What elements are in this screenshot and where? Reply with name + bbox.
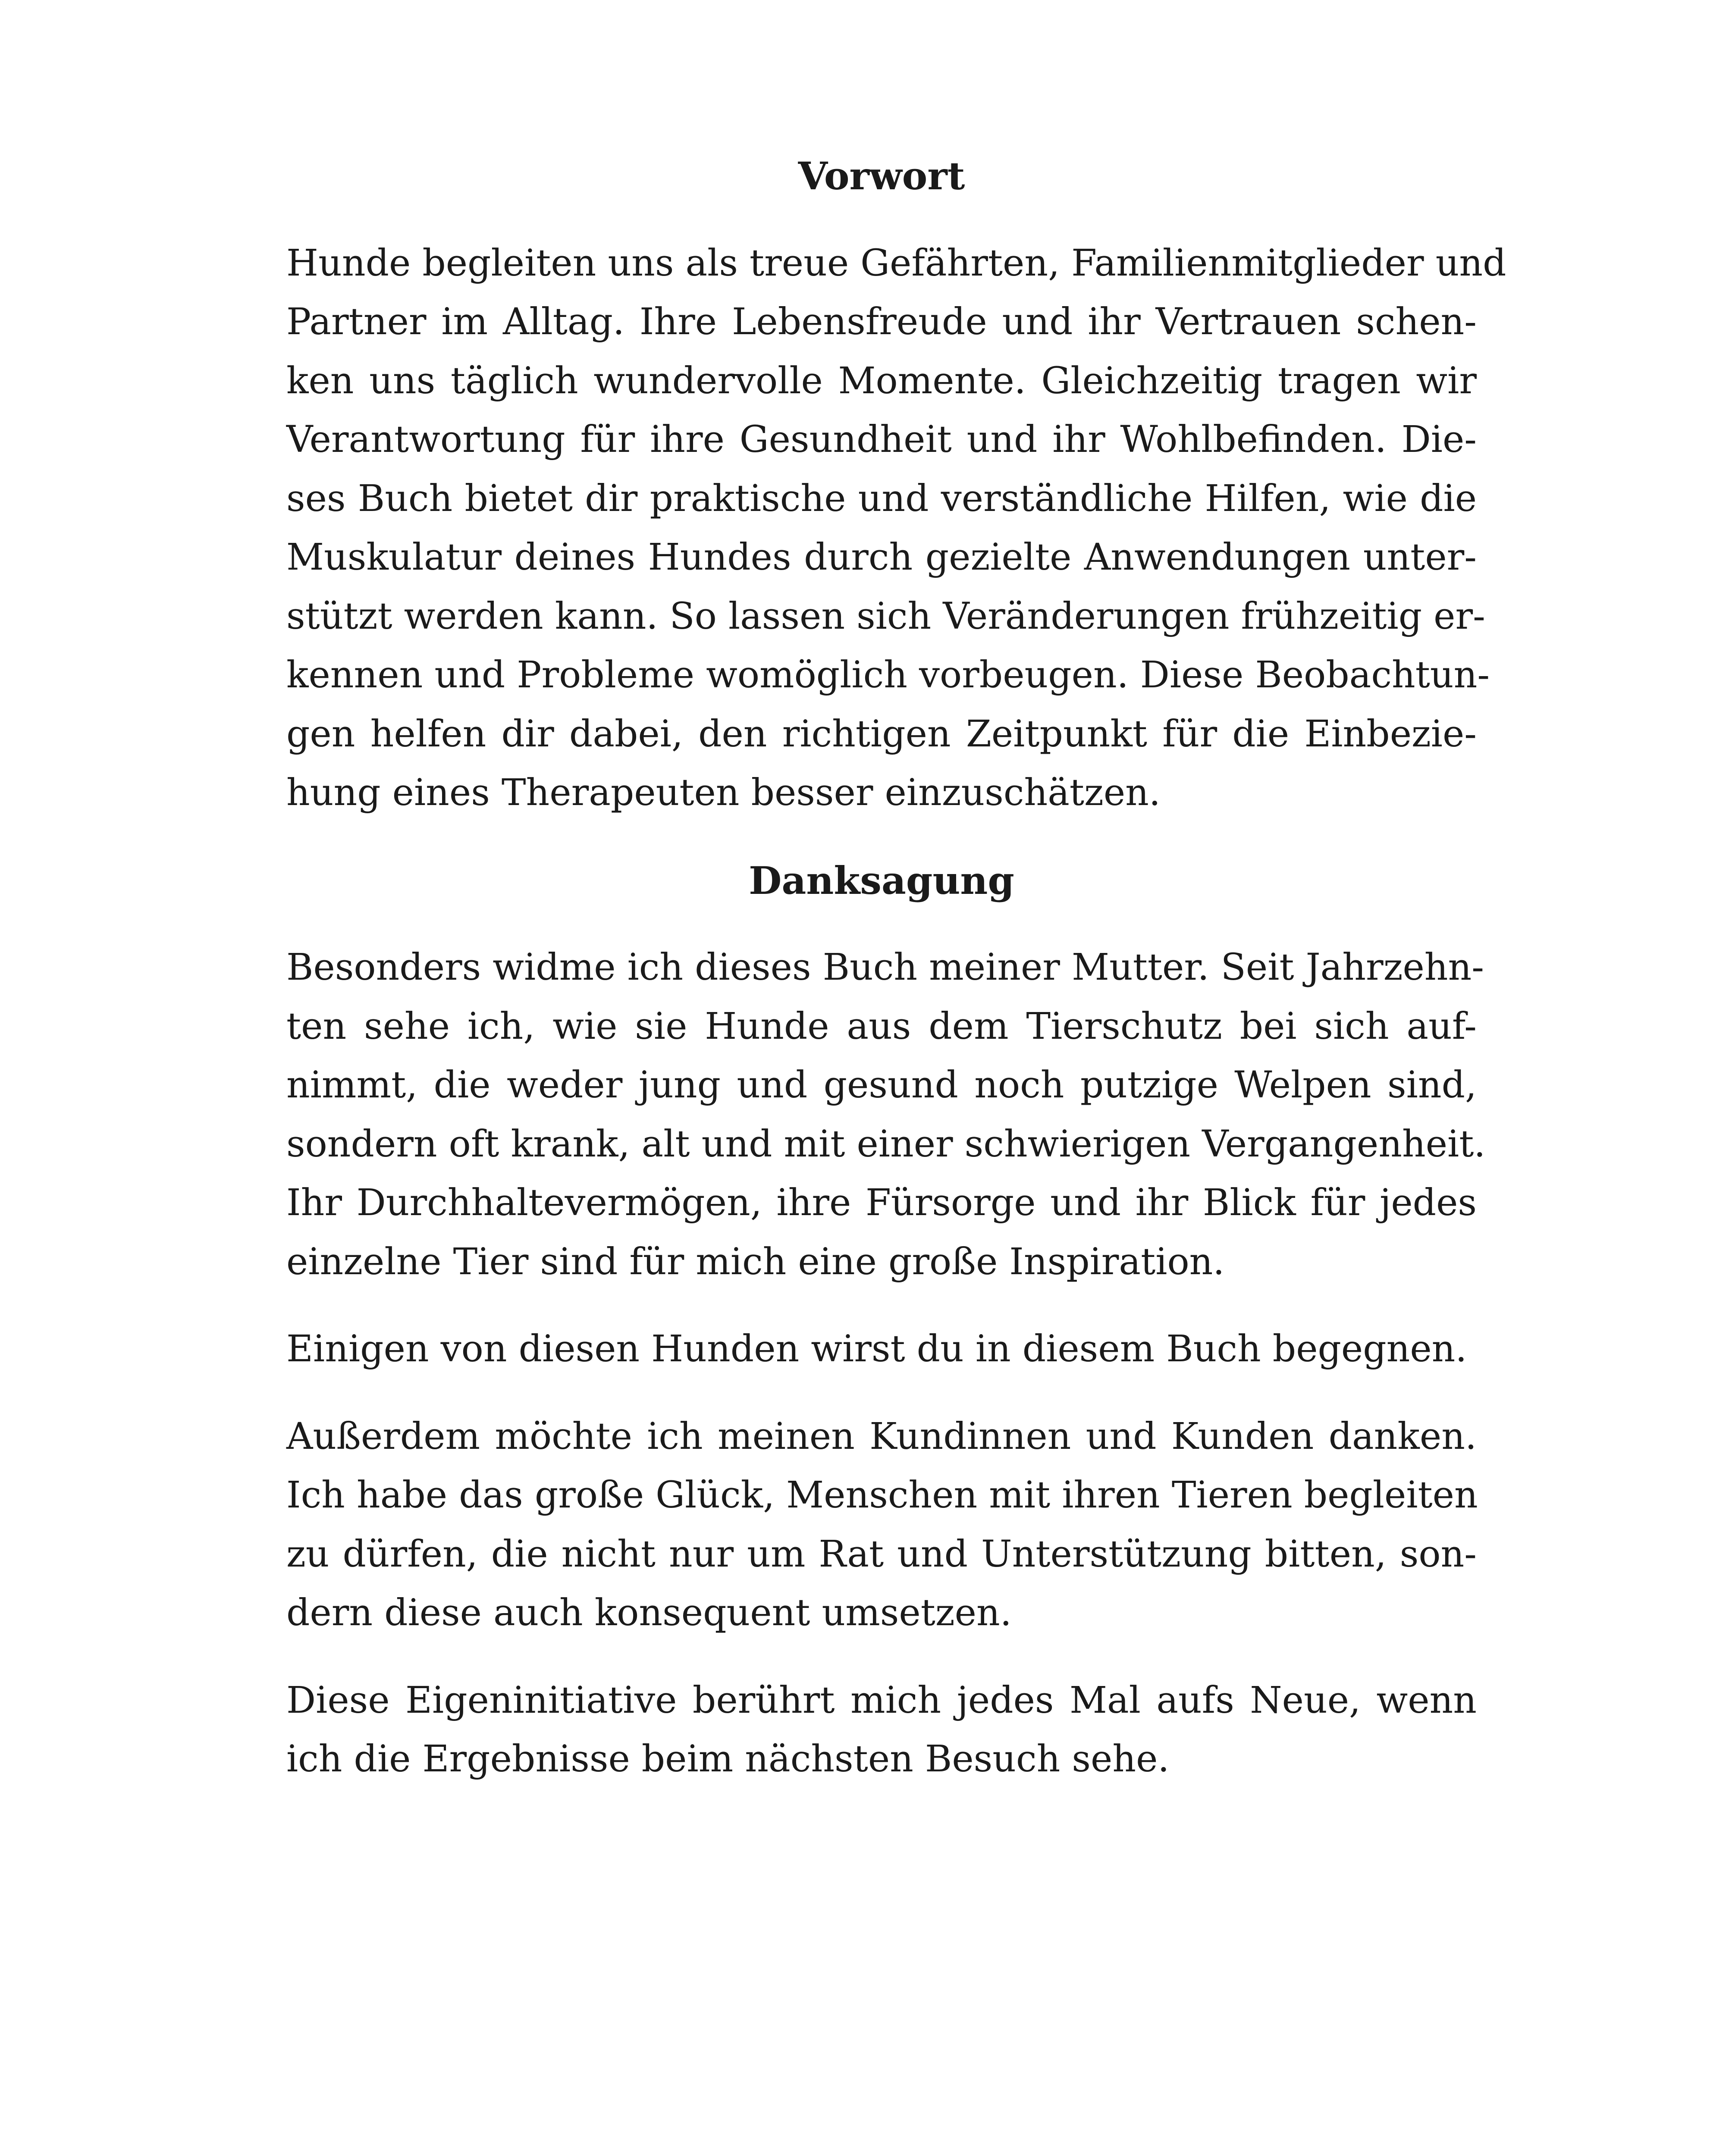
text-block (286, 147, 1506, 1789)
text-line: ten sehe ich, wie sie Hunde aus dem Tierschutz bei sich auf- (286, 1005, 1477, 1048)
paragraph-danksagung-4 (286, 1671, 1477, 1789)
text-line: Außerdem möchte ich meinen Kundinnen und Kunden danken. (286, 1415, 1477, 1458)
text-line: ses Buch bietet dir praktische und verständliche Hilfen, wie die (286, 477, 1477, 520)
text-line: Hunde begleiten uns als treue Gefährten, Familienmitglieder und (286, 241, 1506, 285)
text-line: zu dürfen, die nicht nur um Rat und Unterstützung bitten, son- (286, 1532, 1477, 1576)
text-line: Muskulatur deines Hundes durch gezielte Anwendungen unter- (286, 536, 1477, 579)
text-line: nimmt, die weder jung und gesund noch putzige Welpen sind, (286, 1064, 1477, 1106)
text-line: Verantwortung für ihre Gesundheit und ihr Wohlbefinden. Die- (286, 418, 1477, 461)
text-line: sondern oft krank, alt und mit einer schwierigen Vergangenheit. (286, 1122, 1486, 1166)
text-line: gen helfen dir dabei, den richtigen Zeitpunkt für die Einbezie- (286, 712, 1477, 755)
paragraph-danksagung-3 (286, 1407, 1477, 1643)
text-line: ken uns täglich wundervolle Momente. Gleichzeitig tragen wir (286, 359, 1477, 402)
text-line: Diese Eigeninitiative berührt mich jedes Mal aufs Neue, wenn (286, 1679, 1477, 1722)
heading-vorwort: Vorwort (798, 154, 965, 198)
text-line: Ihr Durchhaltevermögen, ihre Fürsorge und ihr Blick für jedes (286, 1181, 1477, 1224)
paragraph-danksagung-2 (286, 1320, 1477, 1379)
text-line: Besonders widme ich dieses Buch meiner Mutter. Seit Jahrzehn- (286, 946, 1484, 989)
text-line: Partner im Alltag. Ihre Lebensfreude und ihr Vertrauen schen- (286, 301, 1477, 343)
text-line: Ich habe das große Glück, Menschen mit ihren Tieren begleiten (286, 1474, 1478, 1517)
text-line: einzelne Tier sind für mich eine große Inspiration. (286, 1240, 1225, 1283)
text-line: hung eines Therapeuten besser einzuschätzen. (286, 771, 1161, 814)
text-line: kennen und Probleme womöglich vorbeugen. Diese Beobachtun- (286, 654, 1490, 696)
heading-danksagung: Danksagung (749, 858, 1014, 903)
text-line: ich die Ergebnisse beim nächsten Besuch sehe. (286, 1738, 1170, 1780)
text-line: stützt werden kann. So lassen sich Veränderungen frühzeitig er- (286, 595, 1485, 638)
text-line: dern diese auch konsequent umsetzen. (286, 1592, 1012, 1634)
paragraph-danksagung-1 (286, 938, 1486, 1291)
paragraph-vorwort (286, 234, 1506, 823)
text-line: Einigen von diesen Hunden wirst du in diesem Buch begegnen. (286, 1328, 1467, 1370)
